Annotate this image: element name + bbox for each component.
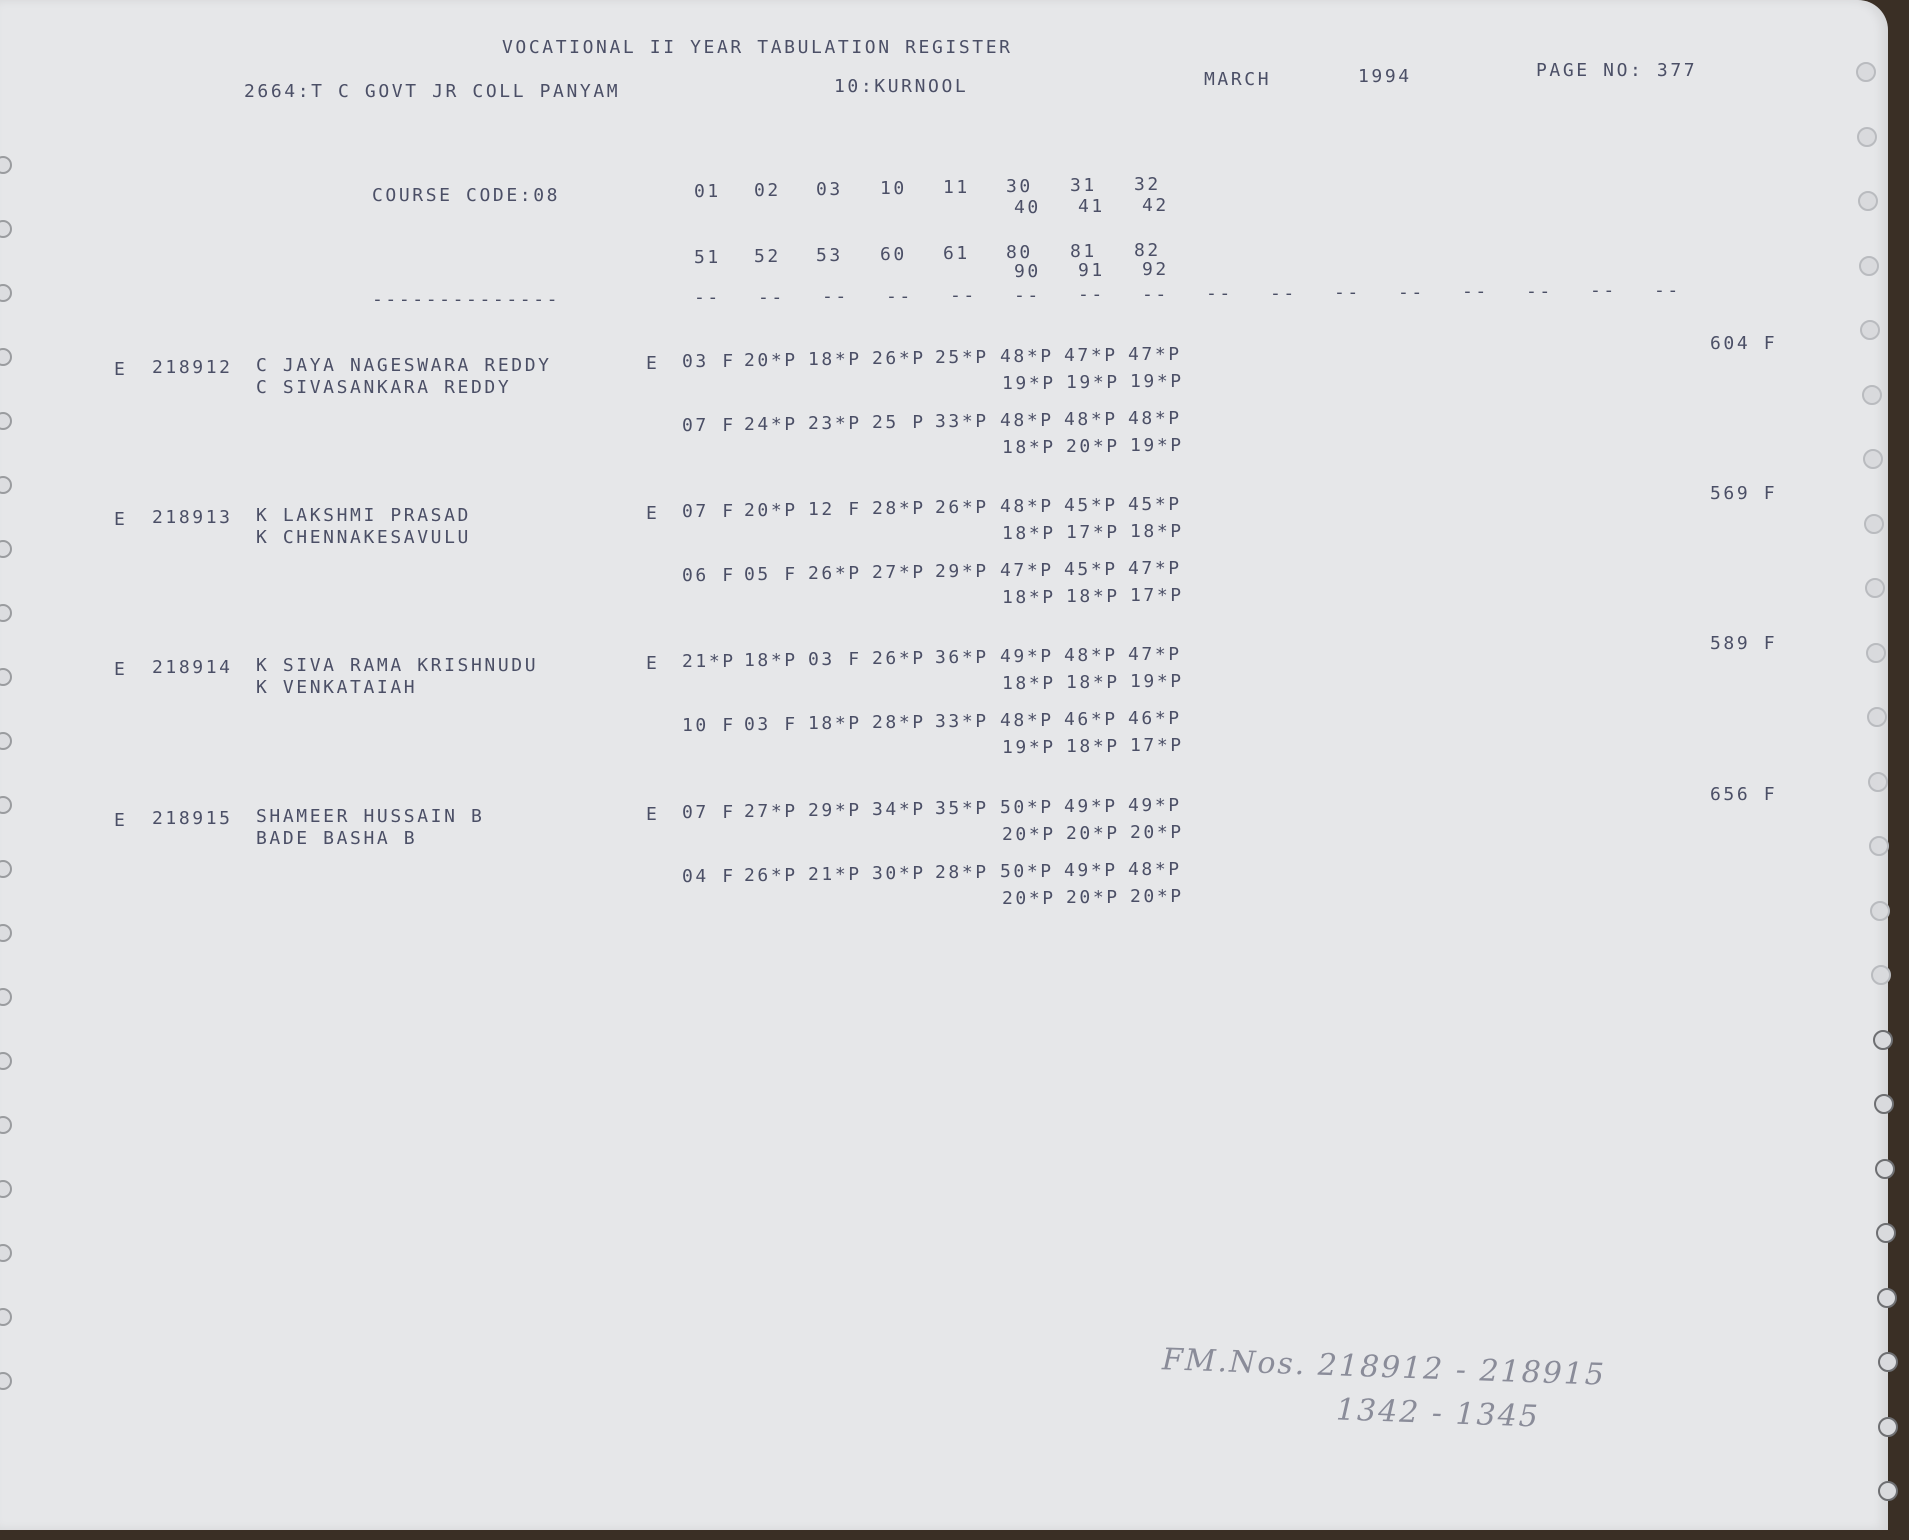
- subject-score: 26*P: [744, 865, 798, 886]
- binding-hole: [0, 1116, 12, 1134]
- subject-score: 48*P: [1064, 645, 1118, 666]
- feed-hole: [1866, 643, 1886, 663]
- course-code-sub: 40: [1014, 197, 1041, 218]
- course-code-sub: 90: [1014, 261, 1041, 282]
- binding-hole: [0, 156, 12, 174]
- feed-hole: [1864, 514, 1884, 534]
- subject-score: 47*P: [1128, 558, 1182, 579]
- district-name: 10:KURNOOL: [834, 76, 969, 97]
- subject-score: 26*P: [872, 348, 926, 369]
- subject-score-sub: 20*P: [1002, 888, 1056, 909]
- dash-separator: --: [1526, 281, 1553, 302]
- feed-hole: [1871, 965, 1891, 985]
- binding-hole: [0, 476, 12, 494]
- subject-score-sub: 18*P: [1130, 521, 1184, 542]
- course-code: 31: [1070, 175, 1097, 196]
- subject-score: 18*P: [808, 349, 862, 370]
- course-code: 81: [1070, 241, 1097, 262]
- handwritten-note-line-2: 1342 - 1345: [1335, 1392, 1541, 1435]
- subject-score-sub: 18*P: [1066, 586, 1120, 607]
- feed-hole: [1858, 191, 1878, 211]
- subject-score: 50*P: [1000, 861, 1054, 882]
- course-code: 53: [816, 245, 843, 266]
- parent-name: K CHENNAKESAVULU: [256, 527, 471, 548]
- course-code: 30: [1006, 176, 1033, 197]
- binding-hole: [0, 220, 12, 238]
- subject-score: 29*P: [808, 800, 862, 821]
- dash-separator: --: [886, 286, 913, 307]
- hall-ticket-number: 218913: [152, 507, 233, 528]
- record-flag: E: [114, 659, 128, 680]
- course-code: 51: [694, 247, 721, 268]
- subject-score: 33*P: [935, 711, 989, 732]
- binding-hole: [0, 988, 12, 1006]
- record-flag: E: [114, 509, 128, 530]
- subject-score-sub: 20*P: [1002, 824, 1056, 845]
- dash-separator: --: [1270, 283, 1297, 304]
- feed-hole: [1860, 320, 1880, 340]
- dash-separator: --: [1398, 282, 1425, 303]
- exam-month: MARCH: [1204, 69, 1272, 90]
- course-code: 01: [694, 181, 721, 202]
- binding-hole: [0, 412, 12, 430]
- feed-hole: [1867, 707, 1887, 727]
- subject-score: 07 F: [682, 415, 736, 436]
- feed-hole: [1863, 449, 1883, 469]
- subject-score-sub: 18*P: [1002, 523, 1056, 544]
- subject-score: 03 F: [808, 649, 862, 670]
- record-flag: E: [114, 359, 128, 380]
- subject-score: 18*P: [808, 713, 862, 734]
- candidate-name: K LAKSHMI PRASAD: [256, 505, 471, 526]
- course-code-sub: 41: [1078, 196, 1105, 217]
- binding-hole: [0, 796, 12, 814]
- candidate-name: SHAMEER HUSSAIN B: [256, 806, 485, 827]
- subject-score: 48*P: [1128, 408, 1182, 429]
- subject-score: 28*P: [872, 498, 926, 519]
- dash-separator: --: [1078, 284, 1105, 305]
- course-code: 11: [943, 177, 970, 198]
- course-code-sub: 42: [1142, 195, 1169, 216]
- subject-score-sub: 19*P: [1002, 373, 1056, 394]
- record-flag: E: [114, 810, 128, 831]
- subject-score: 45*P: [1128, 494, 1182, 515]
- feed-hole: [1878, 1481, 1898, 1501]
- course-code: 10: [880, 178, 907, 199]
- course-code-sub: 91: [1078, 260, 1105, 281]
- feed-hole: [1857, 127, 1877, 147]
- subject-score-sub: 19*P: [1130, 435, 1184, 456]
- stream-code: E: [646, 653, 660, 674]
- course-code-sub: 92: [1142, 259, 1169, 280]
- dash-separator: --: [950, 285, 977, 306]
- subject-score: 46*P: [1064, 709, 1118, 730]
- parent-name: BADE BASHA B: [256, 828, 418, 849]
- binding-hole: [0, 732, 12, 750]
- course-code: 52: [754, 246, 781, 267]
- dash-separator: --: [694, 287, 721, 308]
- subject-score: 47*P: [1128, 644, 1182, 665]
- subject-score: 34*P: [872, 799, 926, 820]
- dash-separator: --: [1590, 280, 1617, 301]
- subject-score: 49*P: [1128, 795, 1182, 816]
- subject-score: 48*P: [1064, 409, 1118, 430]
- subject-score: 24*P: [744, 414, 798, 435]
- feed-hole: [1877, 1288, 1897, 1308]
- subject-score: 23*P: [808, 413, 862, 434]
- subject-score-sub: 19*P: [1002, 737, 1056, 758]
- subject-score-sub: 18*P: [1002, 587, 1056, 608]
- binding-hole: [0, 604, 12, 622]
- subject-score: 30*P: [872, 863, 926, 884]
- binding-hole: [0, 1052, 12, 1070]
- subject-score-sub: 20*P: [1130, 886, 1184, 907]
- candidate-name: C JAYA NAGESWARA REDDY: [256, 355, 552, 376]
- feed-hole: [1856, 62, 1876, 82]
- subject-score-sub: 18*P: [1002, 673, 1056, 694]
- subject-score: 06 F: [682, 565, 736, 586]
- binding-hole: [0, 1308, 12, 1326]
- total-marks-result: 656 F: [1710, 784, 1778, 805]
- dash-separator: --: [822, 286, 849, 307]
- course-code: 60: [880, 244, 907, 265]
- stream-code: E: [646, 503, 660, 524]
- subject-score-sub: 19*P: [1066, 372, 1120, 393]
- subject-score: 04 F: [682, 866, 736, 887]
- exam-year: 1994: [1358, 66, 1412, 87]
- subject-score: 47*P: [1128, 344, 1182, 365]
- subject-score: 07 F: [682, 802, 736, 823]
- subject-score: 49*P: [1064, 860, 1118, 881]
- feed-hole: [1878, 1417, 1898, 1437]
- subject-score: 45*P: [1064, 495, 1118, 516]
- subject-score: 49*P: [1064, 796, 1118, 817]
- binding-hole: [0, 348, 12, 366]
- dash-separator: --: [1334, 282, 1361, 303]
- subject-score-sub: 17*P: [1066, 522, 1120, 543]
- feed-hole: [1873, 1030, 1893, 1050]
- feed-hole: [1869, 836, 1889, 856]
- binding-hole: [0, 1180, 12, 1198]
- binding-hole: [0, 924, 12, 942]
- course-code: 80: [1006, 242, 1033, 263]
- subject-score: 21*P: [682, 651, 736, 672]
- subject-score: 46*P: [1128, 708, 1182, 729]
- parent-name: C SIVASANKARA REDDY: [256, 377, 512, 398]
- dash-separator: --: [1206, 283, 1233, 304]
- total-marks-result: 604 F: [1710, 333, 1778, 354]
- subject-score: 36*P: [935, 647, 989, 668]
- subject-score: 48*P: [1128, 859, 1182, 880]
- subject-score: 28*P: [872, 712, 926, 733]
- subject-score-sub: 18*P: [1066, 672, 1120, 693]
- subject-score: 48*P: [1000, 346, 1054, 367]
- subject-score-sub: 18*P: [1002, 437, 1056, 458]
- subject-score: 35*P: [935, 798, 989, 819]
- subject-score-sub: 20*P: [1066, 823, 1120, 844]
- subject-score: 27*P: [744, 801, 798, 822]
- feed-hole: [1865, 578, 1885, 598]
- subject-score: 26*P: [935, 497, 989, 518]
- subject-score: 03 F: [682, 351, 736, 372]
- stream-code: E: [646, 804, 660, 825]
- course-divider: --------------: [372, 289, 561, 310]
- course-code: 61: [943, 243, 970, 264]
- subject-score: 05 F: [744, 564, 798, 585]
- hall-ticket-number: 218915: [152, 808, 233, 829]
- subject-score: 26*P: [872, 648, 926, 669]
- subject-score: 10 F: [682, 715, 736, 736]
- course-code-label: COURSE CODE:08: [372, 185, 561, 206]
- subject-score-sub: 19*P: [1130, 671, 1184, 692]
- course-code: 82: [1134, 240, 1161, 261]
- subject-score: 25*P: [935, 347, 989, 368]
- dash-separator: --: [1014, 285, 1041, 306]
- page-number: PAGE NO: 377: [1536, 60, 1698, 81]
- subject-score-sub: 17*P: [1130, 735, 1184, 756]
- feed-hole: [1874, 1094, 1894, 1114]
- subject-score-sub: 20*P: [1130, 822, 1184, 843]
- binding-hole: [0, 284, 12, 302]
- binding-hole: [0, 1372, 12, 1390]
- subject-score: 47*P: [1064, 345, 1118, 366]
- subject-score-sub: 19*P: [1130, 371, 1184, 392]
- course-code: 03: [816, 179, 843, 200]
- subject-score: 03 F: [744, 714, 798, 735]
- total-marks-result: 589 F: [1710, 633, 1778, 654]
- dash-separator: --: [1654, 280, 1681, 301]
- subject-score: 49*P: [1000, 646, 1054, 667]
- subject-score: 48*P: [1000, 496, 1054, 517]
- subject-score: 33*P: [935, 411, 989, 432]
- subject-score: 29*P: [935, 561, 989, 582]
- subject-score: 50*P: [1000, 797, 1054, 818]
- subject-score: 47*P: [1000, 560, 1054, 581]
- subject-score: 25 P: [872, 412, 926, 433]
- stream-code: E: [646, 353, 660, 374]
- subject-score-sub: 18*P: [1066, 736, 1120, 757]
- total-marks-result: 569 F: [1710, 483, 1778, 504]
- subject-score: 18*P: [744, 650, 798, 671]
- feed-hole: [1878, 1352, 1898, 1372]
- feed-hole: [1876, 1223, 1896, 1243]
- binding-hole: [0, 540, 12, 558]
- subject-score-sub: 20*P: [1066, 436, 1120, 457]
- college-name: 2664:T C GOVT JR COLL PANYAM: [244, 81, 621, 102]
- feed-hole: [1870, 901, 1890, 921]
- dash-separator: --: [1462, 281, 1489, 302]
- binding-hole: [0, 668, 12, 686]
- feed-hole: [1859, 256, 1879, 276]
- subject-score: 48*P: [1000, 410, 1054, 431]
- subject-score: 21*P: [808, 864, 862, 885]
- subject-score: 20*P: [744, 350, 798, 371]
- course-code: 32: [1134, 174, 1161, 195]
- hall-ticket-number: 218912: [152, 357, 233, 378]
- subject-score: 27*P: [872, 562, 926, 583]
- dash-separator: --: [758, 287, 785, 308]
- subject-score: 20*P: [744, 500, 798, 521]
- parent-name: K VENKATAIAH: [256, 677, 418, 698]
- course-code: 02: [754, 180, 781, 201]
- hall-ticket-number: 218914: [152, 657, 233, 678]
- subject-score-sub: 17*P: [1130, 585, 1184, 606]
- subject-score: 28*P: [935, 862, 989, 883]
- feed-hole: [1868, 772, 1888, 792]
- binding-hole: [0, 860, 12, 878]
- dash-separator: --: [1142, 284, 1169, 305]
- subject-score-sub: 20*P: [1066, 887, 1120, 908]
- feed-hole: [1862, 385, 1882, 405]
- binding-hole: [0, 1244, 12, 1262]
- register-title: VOCATIONAL II YEAR TABULATION REGISTER: [502, 37, 1013, 58]
- subject-score: 26*P: [808, 563, 862, 584]
- subject-score: 48*P: [1000, 710, 1054, 731]
- subject-score: 07 F: [682, 501, 736, 522]
- candidate-name: K SIVA RAMA KRISHNUDU: [256, 655, 539, 676]
- handwritten-note-line-1: FM.Nos. 218912 - 218915: [1161, 1342, 1607, 1393]
- feed-hole: [1875, 1159, 1895, 1179]
- subject-score: 45*P: [1064, 559, 1118, 580]
- subject-score: 12 F: [808, 499, 862, 520]
